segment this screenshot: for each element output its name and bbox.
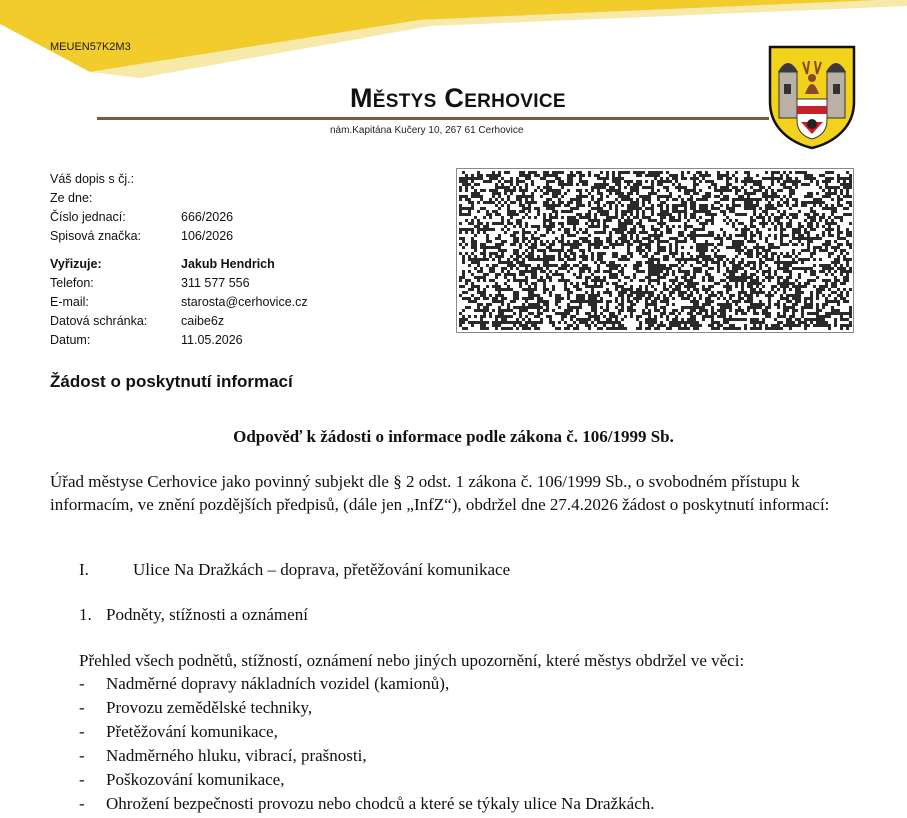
letter-subject: Žádost o poskytnutí informací [50, 372, 293, 391]
intro-paragraph: Úřad městyse Cerhovice jako povinný subjekt dle § 2 odst. 1 zákona č. 106/1999 Sb., o svobodném přístupu k informacím, ve znění pozdějších předpisů, (dále jen „InfZ“), obdržel dne 27.4.2026 žádost o poskytnutí informací: [50, 472, 830, 514]
section-title: Ulice Na Dražkách – doprava, přetěžování komunikace [133, 560, 511, 579]
document-code: MEUEN57K2M3 [50, 41, 131, 53]
header-divider [97, 117, 769, 120]
meta-value: 106/2026 [181, 229, 234, 243]
barcode-image [456, 168, 854, 333]
meta-value: 666/2026 [181, 210, 234, 224]
meta-value: 311 577 556 [181, 276, 250, 290]
list-item-text: Přetěžování komunikace, [106, 722, 278, 741]
meta-label: E-mail: [50, 295, 89, 309]
office-address: nám.Kapitána Kučery 10, 267 61 Cerhovice [330, 125, 524, 136]
subsection-number: 1. [79, 605, 92, 624]
meta-value: caibe6z [181, 314, 225, 328]
subsection-title: Podněty, stížnosti a oznámení [106, 605, 308, 624]
list-item-text: Poškozování komunikace, [106, 770, 285, 789]
page-title: Městys Cerhovice [350, 83, 566, 113]
list-marker: - [79, 746, 85, 765]
overview-paragraph: Přehled všech podnětů, stížností, oznámení nebo jiných upozornění, které městys obdržel ve věci: [79, 651, 745, 670]
answer-heading: Odpověď k žádosti o informace podle zákona č. 106/1999 Sb. [233, 427, 674, 446]
list-marker: - [79, 698, 85, 717]
coat-of-arms-icon [767, 44, 857, 150]
subsection-heading [79, 605, 308, 625]
list-item-text: Nadměrného hluku, vibrací, prašnosti, [106, 746, 367, 765]
meta-label: Ze dne: [50, 191, 93, 205]
list-marker: - [79, 794, 85, 813]
meta-label: Vyřizuje: [50, 257, 102, 271]
meta-label: Spisová značka: [50, 229, 142, 243]
list-marker: - [79, 770, 85, 789]
list-marker: - [79, 722, 85, 741]
list-item-text: Nadměrné dopravy nákladních vozidel (kamionů), [106, 674, 450, 693]
meta-value: 11.05.2026 [181, 333, 243, 347]
meta-label: Číslo jednací: [50, 210, 126, 224]
list-item-text: Provozu zemědělské techniky, [106, 698, 313, 717]
list-item-text: Ohrožení bezpečnosti provozu nebo chodců a které se týkaly ulice Na Dražkách. [106, 794, 655, 813]
meta-label: Váš dopis s čj.: [50, 172, 135, 186]
meta-label: Telefon: [50, 276, 94, 290]
meta-value: Jakub Hendrich [181, 257, 275, 271]
meta-value: starosta@cerhovice.cz [181, 295, 308, 309]
meta-label: Datová schránka: [50, 314, 148, 328]
meta-label: Datum: [50, 333, 91, 347]
section-number: I. [79, 560, 89, 579]
list-marker: - [79, 674, 85, 693]
